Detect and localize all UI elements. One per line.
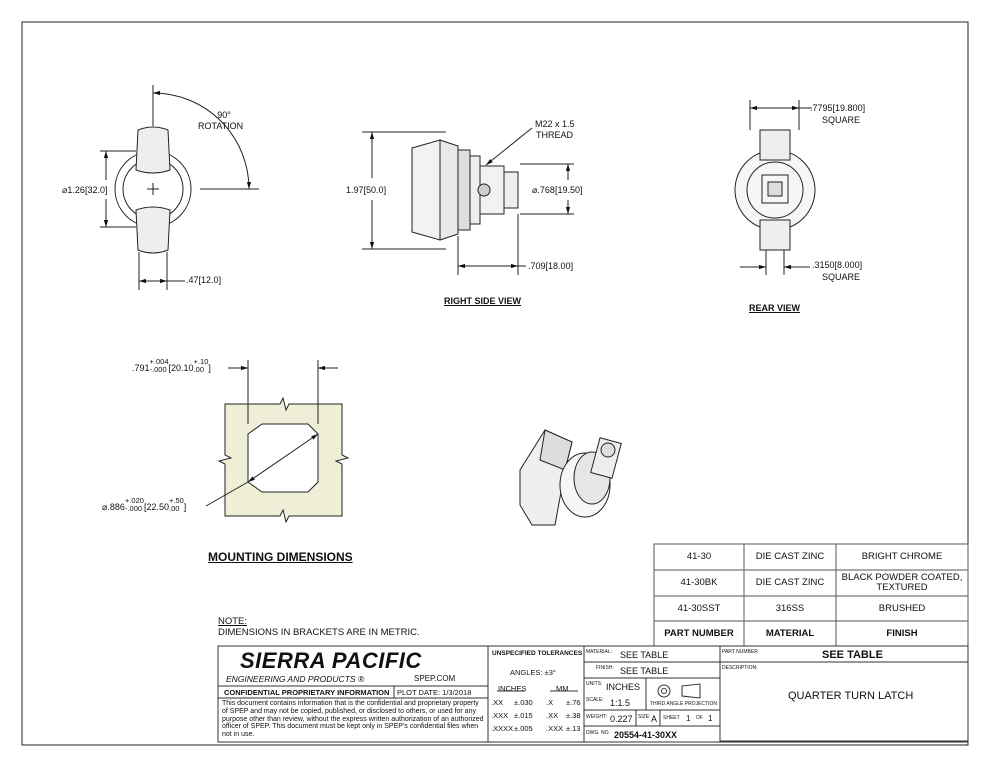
thread-label: THREAD [536, 130, 574, 140]
company-website: SPEP.COM [414, 674, 456, 683]
thread-size: M22 x 1.5 [535, 119, 575, 129]
cutout-diagonal-mm-tol-minus: .00 [168, 504, 180, 513]
side-height-in: 1.97 [346, 185, 364, 195]
angles-value: ±3° [544, 668, 556, 677]
tol-mm-value: ±.13 [566, 724, 581, 733]
shaft-length-dim: .709[18.00] [528, 261, 574, 271]
table-header-material: MATERIAL [765, 627, 815, 639]
table-cell-part: 41-30 [686, 551, 712, 562]
right-side-view-title: RIGHT SIDE VIEW [444, 296, 522, 306]
side-height-mm: 50.0 [366, 185, 384, 195]
rear-bottom-square-in: .3150 [812, 260, 835, 270]
weight-value: 0.227 [610, 714, 633, 724]
plot-date [397, 688, 471, 697]
tol-mm-value: ±.38 [566, 711, 581, 720]
cutout-width-mm-tol-plus: +.10 [193, 357, 209, 366]
side-height-dim: 1.97[50.0] [346, 185, 387, 195]
cutout-diagonal-mm-tol-plus: +.50 [168, 496, 184, 505]
angles-label: ANGLES: [510, 668, 543, 677]
tolerances-title: UNSPECIFIED TOLERANCES [492, 650, 583, 657]
front-diameter-in: 1.26 [67, 185, 85, 195]
description-label: DESCRIPTION: [722, 665, 758, 671]
mounting-cutout [206, 360, 348, 522]
description-value: QUARTER TURN LATCH [788, 690, 914, 702]
cutout-diagonal-in-tol-minus: -.000 [124, 504, 143, 513]
material-label: MATERIAL: [586, 649, 613, 655]
tol-mm-format: .X [546, 698, 554, 707]
inches-label: INCHES [498, 684, 527, 693]
company-subtitle [226, 674, 364, 684]
dwg-label: DWG. NO. [586, 730, 610, 736]
part-number-label: PART NUMBER [722, 649, 758, 655]
finish-value: SEE TABLE [620, 666, 669, 676]
material-value: SEE TABLE [620, 650, 669, 660]
cutout-diagonal-in-tol-plus: +.020 [124, 496, 144, 505]
shaft-length-in: .709 [528, 261, 546, 271]
table-cell-material: DIE CAST ZINC [755, 577, 825, 588]
units-label: UNITS: [586, 681, 603, 687]
sheet-label: SHEET [663, 715, 680, 721]
cutout-width-mm: 20.10 [171, 363, 194, 373]
scale-label: SCALE: [586, 697, 604, 703]
cutout-width-mm-tol-minus: .00 [193, 365, 204, 374]
front-width-in: .47 [186, 275, 199, 285]
note-text: DIMENSIONS IN BRACKETS ARE IN METRIC. [218, 627, 420, 638]
table-cell-part: 41-30BK [680, 577, 718, 588]
cutout-diagonal-mm: 22.50 [146, 502, 169, 512]
tol-mm-format: .XX [546, 711, 559, 720]
finish-label: FINISH: [596, 665, 614, 671]
rotation-value: 90° [217, 110, 231, 120]
rear-top-square-mm: 19.800 [835, 103, 863, 113]
tol-mm-value: ±.76 [566, 698, 581, 707]
company-subtitle-text: ENGINEERING AND PRODUCTS [226, 674, 356, 684]
diameter-symbol: ⌀ [102, 502, 108, 512]
rear-top-square-label: SQUARE [822, 115, 861, 125]
shaft-diameter-dim: ⌀.768[19.50] [532, 185, 583, 195]
units-value: INCHES [606, 682, 641, 692]
plot-date-value: 1/3/2018 [442, 688, 472, 697]
tol-in-format: .XXX [491, 711, 509, 720]
weight-label: WEIGHT: [586, 714, 607, 720]
front-width-mm: 12.0 [201, 275, 219, 285]
diameter-symbol: ⌀ [532, 185, 538, 195]
front-diameter-mm: 32.0 [87, 185, 105, 195]
shaft-length-mm: 18.00 [548, 261, 571, 271]
cutout-width-dim: .791+.004 -.000 [20.10+.10 .00 ] [132, 357, 211, 374]
shaft-diameter-mm: 19.50 [557, 185, 580, 195]
table-header-part-number: PART NUMBER [664, 627, 734, 639]
confidential-text: This document contains information that is the confidential and proprietary property of SPEP and may not be copied, published, or disclosed to others, or used for any purpose other than review, without the express written authorization of an authorized officer of SPEP. This document must be kept only in SPEP's confidential files when not in use. [222, 700, 484, 739]
mm-label: MM [556, 684, 569, 693]
right-side-view [362, 128, 574, 275]
registered-mark: ® [357, 674, 365, 684]
cutout-width-in-tol-plus: +.004 [149, 357, 169, 366]
front-width-dim: .47[12.0] [186, 275, 222, 285]
rear-top-square-dim: .7795[19.800] [810, 103, 866, 113]
rear-view-title: REAR VIEW [749, 303, 801, 313]
tol-in-value: ±.015 [514, 711, 533, 720]
table-cell-finish: BLACK POWDER COATED, TEXTURED [841, 572, 963, 593]
table-cell-material: DIE CAST ZINC [755, 551, 825, 562]
scale-value: 1:1.5 [610, 698, 631, 708]
table-cell-material: 316SS [775, 602, 805, 614]
mounting-dimensions-title: MOUNTING DIMENSIONS [208, 550, 353, 564]
rear-bottom-square-dim: .3150[8.000] [812, 260, 863, 270]
rear-bottom-square-mm: 8.000 [837, 260, 860, 270]
company-name: SIERRA PACIFIC [240, 648, 422, 673]
diameter-symbol: ⌀ [62, 185, 68, 195]
tol-in-value: ±.005 [514, 724, 533, 733]
confidential-title: CONFIDENTIAL PROPRIETARY INFORMATION [224, 688, 390, 697]
tol-in-format: .XX [491, 698, 504, 707]
angles-tolerance [510, 668, 556, 677]
rear-bottom-square-label: SQUARE [822, 272, 861, 282]
table-cell-finish: BRUSHED [878, 602, 926, 614]
isometric-view [520, 430, 621, 525]
tol-mm-format: .XXX [546, 724, 564, 733]
part-number-value: SEE TABLE [822, 649, 883, 661]
table-cell-finish: BRIGHT CHROME [861, 551, 943, 562]
tol-in-format: .XXXX [491, 724, 514, 733]
cutout-width-in-tol-minus: -.000 [149, 365, 167, 374]
projection-label: THIRD ANGLE PROJECTION [650, 701, 717, 707]
of-value: 1 [708, 714, 713, 723]
front-diameter-dim: ⌀1.26[32.0] [62, 185, 108, 195]
plot-date-label: PLOT DATE: [397, 688, 441, 697]
sheet-value: 1 [686, 714, 691, 723]
rear-top-square-in: .7795 [810, 103, 833, 113]
size-value: A [651, 714, 658, 724]
table-header-finish: FINISH [886, 627, 918, 639]
rotation-label: ROTATION [198, 121, 244, 131]
cutout-width-in: .791 [132, 363, 150, 373]
of-label: OF [696, 715, 703, 721]
rear-view [735, 100, 815, 275]
cutout-diagonal-dim: ⌀.886+.020 -.000 [22.50+.50 .00 ] [102, 496, 187, 513]
tol-in-value: ±.030 [514, 698, 533, 707]
note-title: NOTE: [218, 616, 248, 627]
table-cell-part: 41-30SST [677, 602, 721, 614]
cutout-diagonal-in: .886 [107, 502, 125, 512]
shaft-diameter-in: .768 [537, 185, 555, 195]
dwg-value: 20554-41-30XX [614, 730, 678, 740]
size-label: SIZE: [638, 714, 651, 720]
